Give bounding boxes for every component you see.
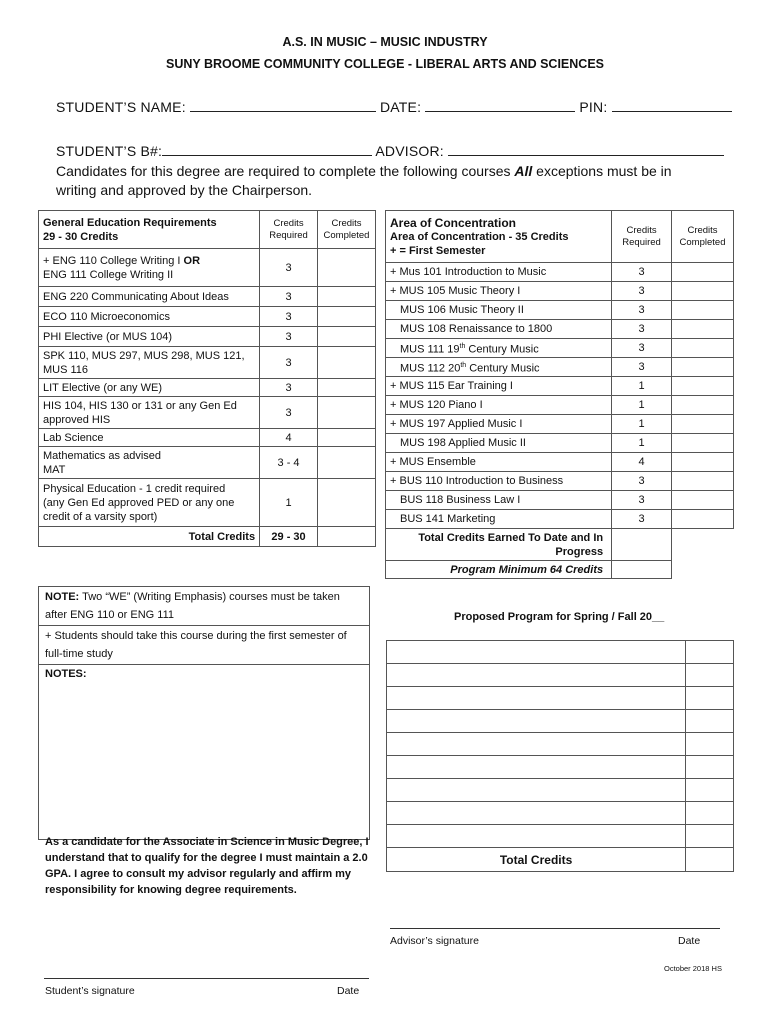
concentration-credits: 3: [612, 320, 672, 339]
program-minimum-label: Program Minimum 64 Credits: [386, 561, 612, 579]
concentration-credits: 3: [612, 510, 672, 529]
proposed-course-cell[interactable]: [387, 756, 686, 779]
concentration-credits: 3: [612, 491, 672, 510]
proposed-course-cell[interactable]: [387, 779, 686, 802]
proposed-credits-cell[interactable]: [686, 802, 734, 825]
gen-ed-course: Lab Science: [39, 429, 260, 447]
gen-ed-col-required: Credits Required: [260, 211, 318, 249]
gen-ed-credits: 3: [260, 397, 318, 429]
gen-ed-course: Mathematics as advised MAT: [39, 447, 260, 479]
concentration-course: + MUS 105 Music Theory I: [386, 282, 612, 301]
concentration-credits: 3: [612, 358, 672, 377]
concentration-heading: Area of Concentration Area of Concentration - 35 Credits + = First Semester: [386, 211, 612, 263]
student-b-field[interactable]: [162, 141, 372, 156]
gen-ed-course: + ENG 110 College Writing I OR ENG 111 College Writing II: [39, 249, 260, 287]
concentration-credits: 1: [612, 415, 672, 434]
concentration-credits: 1: [612, 377, 672, 396]
pin-field[interactable]: [612, 97, 732, 112]
gen-ed-credits: 3 - 4: [260, 447, 318, 479]
concentration-total-label: Total Credits Earned To Date and In Progress: [386, 529, 612, 561]
gen-ed-course: LIT Elective (or any WE): [39, 379, 260, 397]
concentration-credits: 1: [612, 396, 672, 415]
gen-ed-completed-cell[interactable]: [318, 307, 376, 327]
concentration-completed-cell[interactable]: [672, 396, 734, 415]
gen-ed-credits: 3: [260, 379, 318, 397]
gen-ed-completed-cell[interactable]: [318, 287, 376, 307]
gen-ed-completed-cell[interactable]: [318, 479, 376, 527]
gen-ed-completed-cell[interactable]: [318, 249, 376, 287]
advisor-label: ADVISOR:: [375, 143, 444, 159]
student-signature-label: Student’s signature: [45, 985, 135, 997]
instructions-text: Candidates for this degree are required to complete the following courses: [56, 163, 515, 179]
instructions-emphasis: All: [514, 163, 533, 179]
proposed-credits-cell[interactable]: [686, 779, 734, 802]
concentration-col-completed: Credits Completed: [672, 211, 734, 263]
concentration-completed-cell[interactable]: [672, 320, 734, 339]
gen-ed-table: [38, 210, 376, 547]
gen-ed-credits: 3: [260, 327, 318, 347]
proposed-credits-cell[interactable]: [686, 733, 734, 756]
proposed-course-cell[interactable]: [387, 802, 686, 825]
advisor-date-label: Date: [678, 935, 701, 947]
proposed-course-cell[interactable]: [387, 733, 686, 756]
concentration-course: MUS 108 Renaissance to 1800: [386, 320, 612, 339]
gen-ed-course: ECO 110 Microeconomics: [39, 307, 260, 327]
concentration-completed-cell[interactable]: [672, 491, 734, 510]
we-note: NOTE: Two “WE” (Writing Emphasis) courses must be taken after ENG 110 or ENG 111: [39, 587, 369, 626]
pin-label: PIN:: [579, 99, 608, 115]
instructions: [56, 162, 706, 200]
concentration-course: + MUS 197 Applied Music I: [386, 415, 612, 434]
advisor-signature-label: Advisor’s signature: [390, 935, 479, 947]
concentration-course: + MUS 115 Ear Training I: [386, 377, 612, 396]
proposed-course-cell[interactable]: [387, 825, 686, 848]
student-name-field[interactable]: [190, 97, 376, 112]
revision-note: October 2018 HS: [664, 964, 722, 973]
proposed-program-title: Proposed Program for Spring / Fall 20__: [454, 611, 665, 623]
student-date-label: Date: [337, 985, 360, 997]
gen-ed-total-completed[interactable]: [318, 527, 376, 547]
concentration-credits: 3: [612, 301, 672, 320]
gen-ed-credits: 3: [260, 347, 318, 379]
student-info-row-2: [56, 141, 724, 159]
proposed-total-label: Total Credits: [387, 848, 686, 872]
concentration-credits: 3: [612, 472, 672, 491]
proposed-credits-cell[interactable]: [686, 687, 734, 710]
concentration-total-required[interactable]: [612, 529, 672, 561]
advisor-signature-line[interactable]: [390, 928, 720, 929]
concentration-completed-cell[interactable]: [672, 434, 734, 453]
gen-ed-credits: 1: [260, 479, 318, 527]
candidate-statement: As a candidate for the Associate in Science in Music Degree, I understand that to qualify for the degree I must maintain a 2.0 GPA. I agree to consult my advisor regularly and affirm my responsibility for knowing degree requirements.: [45, 836, 369, 896]
concentration-completed-cell[interactable]: [672, 415, 734, 434]
concentration-completed-cell[interactable]: [672, 453, 734, 472]
gen-ed-credits: 3: [260, 249, 318, 287]
concentration-credits: 3: [612, 282, 672, 301]
concentration-course: MUS 112 20th Century Music: [386, 358, 612, 377]
gen-ed-credits: 3: [260, 287, 318, 307]
concentration-credits: 1: [612, 434, 672, 453]
student-info-row-1: [56, 97, 732, 115]
gen-ed-completed-cell[interactable]: [318, 347, 376, 379]
proposed-course-cell[interactable]: [387, 710, 686, 733]
student-b-label: STUDENT’S B#:: [56, 143, 163, 159]
gen-ed-course: Physical Education - 1 credit required (any Gen Ed approved PED or any one credit of a varsity sport): [39, 479, 260, 527]
advisor-field[interactable]: [448, 141, 724, 156]
concentration-completed-cell[interactable]: [672, 263, 734, 282]
college-title: SUNY BROOME COMMUNITY COLLEGE - LIBERAL ARTS AND SCIENCES: [166, 57, 604, 71]
notes-area[interactable]: [39, 697, 369, 837]
proposed-credits-cell[interactable]: [686, 641, 734, 664]
concentration-completed-cell[interactable]: [672, 282, 734, 301]
proposed-program-table: [386, 640, 734, 872]
concentration-completed-cell[interactable]: [672, 510, 734, 529]
gen-ed-completed-cell[interactable]: [318, 379, 376, 397]
concentration-course: + Mus 101 Introduction to Music: [386, 263, 612, 282]
notes-label: NOTES:: [45, 668, 87, 680]
gen-ed-completed-cell[interactable]: [318, 447, 376, 479]
concentration-table: [385, 210, 734, 579]
concentration-completed-cell[interactable]: [672, 339, 734, 358]
gen-ed-course: PHI Elective (or MUS 104): [39, 327, 260, 347]
gen-ed-total-value: 29 - 30: [260, 527, 318, 547]
proposed-credits-cell[interactable]: [686, 664, 734, 687]
concentration-course: MUS 106 Music Theory II: [386, 301, 612, 320]
gen-ed-completed-cell[interactable]: [318, 429, 376, 447]
proposed-credits-cell[interactable]: [686, 710, 734, 733]
concentration-completed-cell[interactable]: [672, 472, 734, 491]
document-title: A.S. IN MUSIC – MUSIC INDUSTRY: [282, 35, 488, 49]
gen-ed-course: ENG 220 Communicating About Ideas: [39, 287, 260, 307]
concentration-completed-cell[interactable]: [672, 358, 734, 377]
gen-ed-credits: 4: [260, 429, 318, 447]
gen-ed-completed-cell[interactable]: [318, 327, 376, 347]
concentration-course: MUS 111 19th Century Music: [386, 339, 612, 358]
date-field[interactable]: [425, 97, 575, 112]
concentration-credits: 4: [612, 453, 672, 472]
proposed-course-cell[interactable]: [387, 664, 686, 687]
student-name-label: STUDENT’S NAME:: [56, 99, 186, 115]
student-signature-line[interactable]: [44, 978, 369, 979]
proposed-course-cell[interactable]: [387, 641, 686, 664]
concentration-completed-cell[interactable]: [672, 301, 734, 320]
gen-ed-course: HIS 104, HIS 130 or 131 or any Gen Ed approved HIS: [39, 397, 260, 429]
proposed-credits-cell[interactable]: [686, 756, 734, 779]
concentration-completed-cell[interactable]: [672, 377, 734, 396]
concentration-credits: 3: [612, 263, 672, 282]
program-minimum-value[interactable]: [612, 561, 672, 579]
instructions-text-end: exceptions must be in writing and approved by the Chairperson.: [56, 163, 672, 198]
notes-box: [38, 586, 370, 840]
gen-ed-completed-cell[interactable]: [318, 397, 376, 429]
proposed-credits-cell[interactable]: [686, 825, 734, 848]
concentration-course: + MUS 120 Piano I: [386, 396, 612, 415]
gen-ed-total-label: Total Credits: [39, 527, 260, 547]
concentration-course: MUS 198 Applied Music II: [386, 434, 612, 453]
concentration-course: BUS 141 Marketing: [386, 510, 612, 529]
concentration-course: + BUS 110 Introduction to Business: [386, 472, 612, 491]
first-semester-note: + Students should take this course during the first semester of full-time study: [39, 626, 369, 665]
gen-ed-credits: 3: [260, 307, 318, 327]
concentration-course: + MUS Ensemble: [386, 453, 612, 472]
concentration-course: BUS 118 Business Law I: [386, 491, 612, 510]
gen-ed-heading: General Education Requirements 29 - 30 Credits: [39, 211, 260, 249]
proposed-total-value[interactable]: [686, 848, 734, 872]
gen-ed-col-completed: Credits Completed: [318, 211, 376, 249]
proposed-course-cell[interactable]: [387, 687, 686, 710]
concentration-col-required: Credits Required: [612, 211, 672, 263]
concentration-credits: 3: [612, 339, 672, 358]
date-label: DATE:: [379, 99, 422, 115]
gen-ed-course: SPK 110, MUS 297, MUS 298, MUS 121, MUS 116: [39, 347, 260, 379]
